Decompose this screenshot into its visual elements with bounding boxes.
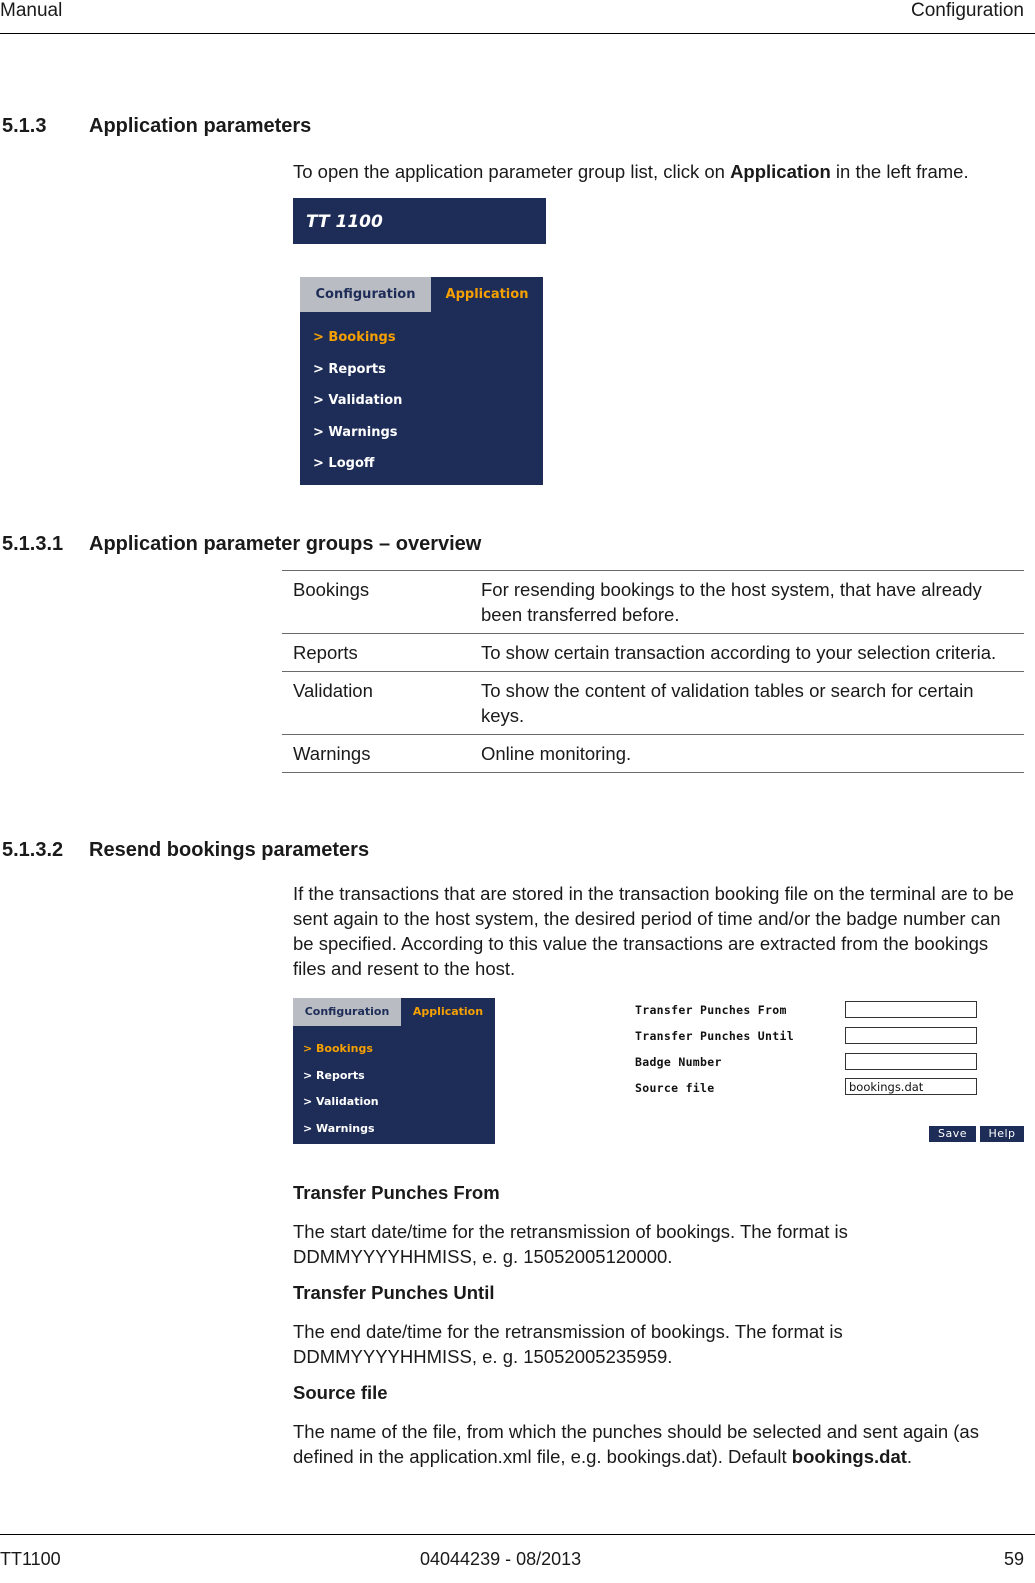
- tab-application[interactable]: Application: [445, 287, 529, 302]
- row-key: Warnings: [282, 735, 470, 773]
- menu-item-warnings[interactable]: > Warnings: [313, 425, 398, 440]
- row-desc: Online monitoring.: [470, 735, 1024, 773]
- param-text-source: The name of the file, from which the punches should be selected and sent again (as defined in the application.xml file, e.g. bookings.dat). Default bookings.dat.: [293, 1421, 979, 1467]
- menu-item-warnings[interactable]: > Warnings: [303, 1122, 375, 1135]
- table-row: [282, 634, 1024, 672]
- param-text-from: The start date/time for the retransmission of bookings. The format is DDMMYYYYHHMISS, e. g. 15052005120000.: [293, 1221, 848, 1267]
- menu-item-validation[interactable]: > Validation: [313, 393, 403, 408]
- row-desc: To show certain transaction according to your selection criteria.: [470, 634, 1024, 672]
- header-left: Manual: [0, 0, 63, 21]
- tab-application[interactable]: Application: [412, 1005, 484, 1018]
- tab-configuration[interactable]: Configuration: [293, 998, 401, 1026]
- table-row: [282, 672, 1024, 735]
- menu-frame-small: [293, 998, 495, 1144]
- input-transfer-from[interactable]: [845, 1001, 977, 1018]
- row-desc: For resending bookings to the host system, that have already been transferred before.: [470, 571, 1024, 634]
- menu-item-reports[interactable]: > Reports: [303, 1069, 365, 1082]
- label-transfer-until: Transfer Punches Until: [635, 1029, 794, 1043]
- subsection-title: Application parameter groups – overview: [89, 533, 482, 555]
- menu-item-reports[interactable]: > Reports: [313, 362, 386, 377]
- subsection-number: 5.1.3.1: [2, 533, 64, 555]
- tab-configuration[interactable]: Configuration: [300, 277, 431, 312]
- label-badge-number: Badge Number: [635, 1055, 722, 1069]
- row-key: Bookings: [282, 571, 470, 634]
- app-banner: [293, 198, 546, 244]
- table-row: [282, 571, 1024, 634]
- menu-item-logoff[interactable]: > Logoff: [313, 456, 375, 471]
- param-text-until: The end date/time for the retransmission of bookings. The format is DDMMYYYYHHMISS, e. g. 15052005235959.: [293, 1321, 843, 1367]
- overview-table: [282, 570, 1024, 773]
- menu-frame: [300, 277, 543, 485]
- input-source-file[interactable]: bookings.dat: [845, 1078, 977, 1095]
- page-number: 59: [1003, 1549, 1024, 1569]
- resend-intro: If the transactions that are stored in the transaction booking file on the terminal are to be sent again to the host system, the desired period of time and/or the badge number can be specified. According to this value the transactions are extracted from the bookings files and resent to the host.: [293, 883, 1014, 979]
- footer-center: 04044239 - 08/2013: [420, 1549, 582, 1569]
- section-number: 5.1.3: [2, 115, 47, 137]
- menu-item-validation[interactable]: > Validation: [303, 1095, 379, 1108]
- subsection-title: Resend bookings parameters: [89, 839, 370, 861]
- header-rule: [0, 33, 1035, 34]
- header-right: Configuration: [910, 0, 1024, 21]
- row-key: Reports: [282, 634, 470, 672]
- save-button[interactable]: Save: [929, 1126, 976, 1142]
- param-heading-from: Transfer Punches From: [293, 1182, 500, 1203]
- help-button[interactable]: Help: [980, 1126, 1024, 1142]
- section-intro: To open the application parameter group list, click on Application in the left frame.: [293, 161, 969, 182]
- label-transfer-from: Transfer Punches From: [635, 1003, 787, 1017]
- footer-left: TT1100: [0, 1549, 61, 1569]
- menu-item-bookings[interactable]: > Bookings: [303, 1042, 373, 1055]
- footer-rule: [0, 1534, 1035, 1535]
- row-key: Validation: [282, 672, 470, 735]
- input-transfer-until[interactable]: [845, 1027, 977, 1044]
- row-desc: To show the content of validation tables or search for certain keys.: [470, 672, 1024, 735]
- table-row: [282, 735, 1024, 773]
- banner-title: TT 1100: [306, 212, 383, 232]
- param-heading-source: Source file: [293, 1382, 388, 1403]
- label-source-file: Source file: [635, 1081, 715, 1095]
- menu-item-bookings[interactable]: > Bookings: [313, 330, 396, 345]
- param-heading-until: Transfer Punches Until: [293, 1282, 495, 1303]
- input-badge-number[interactable]: [845, 1053, 977, 1070]
- section-title: Application parameters: [89, 115, 312, 137]
- subsection-number: 5.1.3.2: [2, 839, 64, 861]
